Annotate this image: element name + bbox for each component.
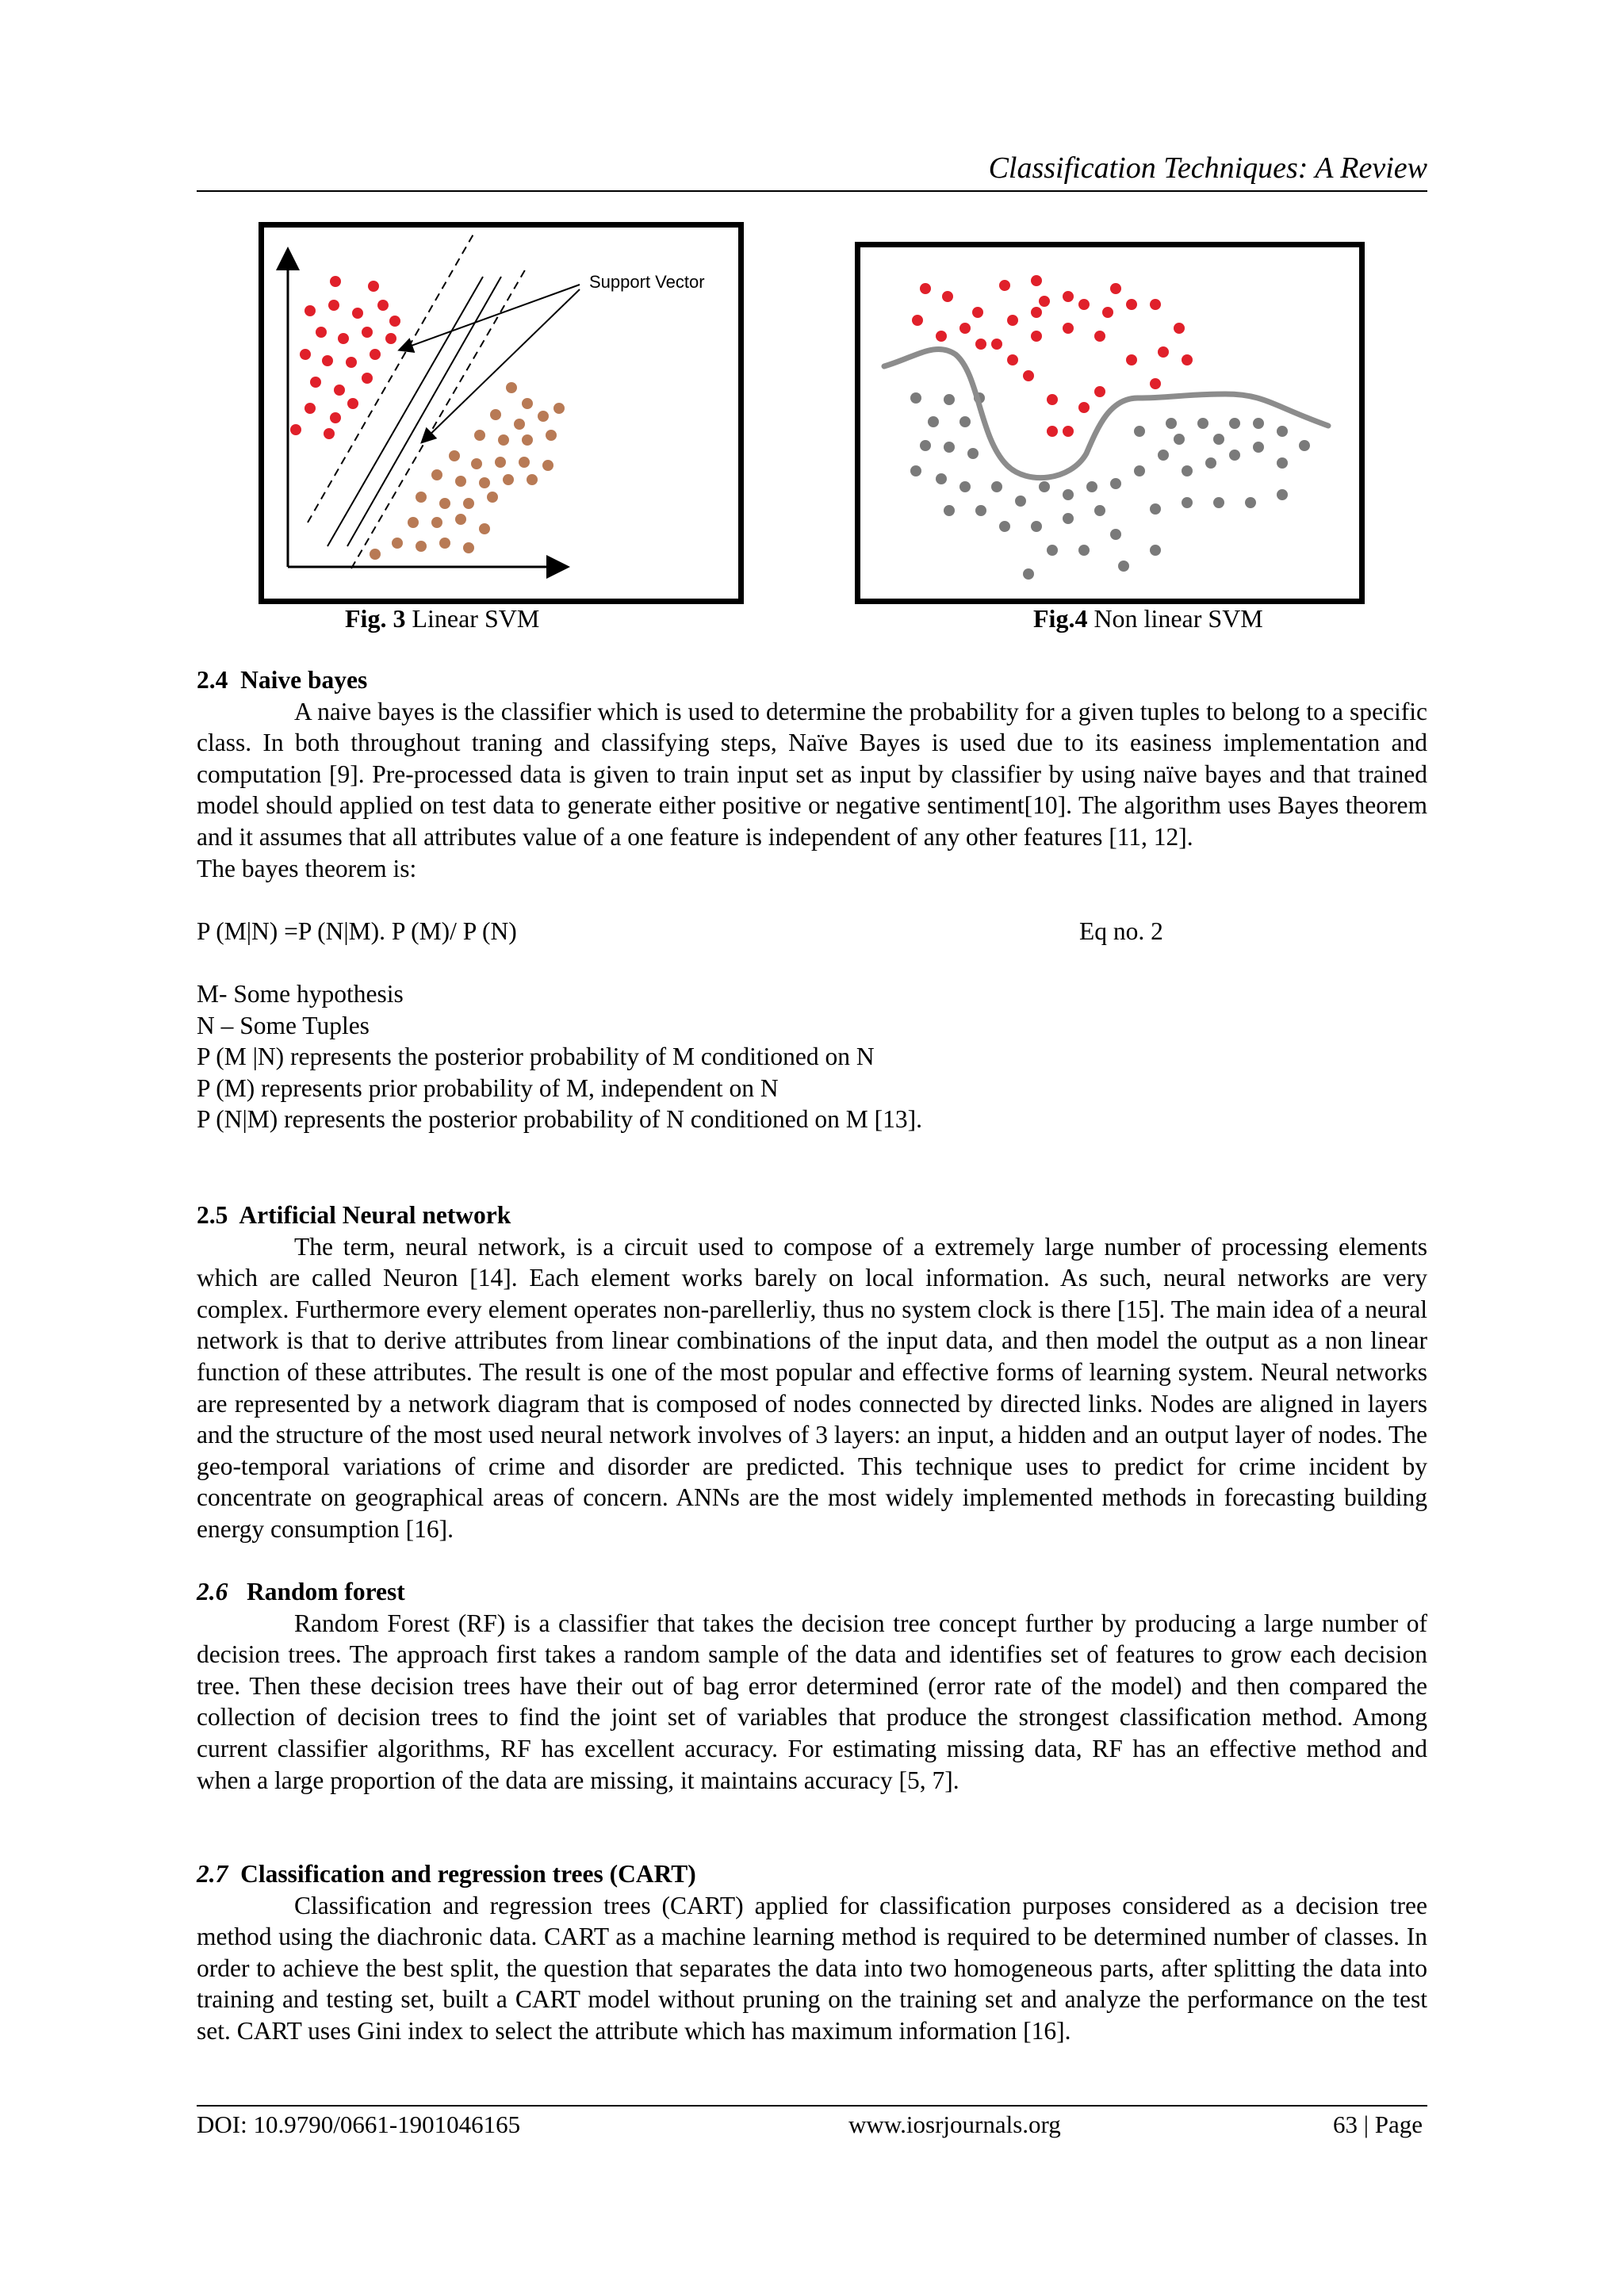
class-a-point (1150, 378, 1161, 389)
class-b-point (944, 394, 955, 405)
class-a-point (377, 300, 389, 311)
linear-svm-plot (264, 228, 738, 599)
class-b-point (514, 419, 525, 430)
figure-3-label: Fig. 3 (345, 604, 406, 633)
definition-item: M- Some hypothesis (197, 979, 404, 1008)
definition-item: P (M |N) represents the posterior probability of M conditioned on N (197, 1043, 875, 1071)
class-a-point (959, 323, 971, 334)
class-b-point (1166, 418, 1177, 429)
class-b-point (1047, 545, 1058, 556)
class-b-point (920, 440, 931, 451)
class-b-point (546, 430, 557, 441)
class-a-point (352, 308, 363, 319)
class-a-point (1007, 315, 1018, 326)
class-b-point (1015, 496, 1026, 507)
class-b-point (455, 514, 466, 525)
class-a-point (1102, 307, 1113, 318)
class-a-point (991, 339, 1002, 350)
class-b-point (487, 492, 498, 503)
class-a-point (304, 305, 316, 316)
running-title: Classification Techniques: A Review (988, 151, 1427, 185)
class-a-point (328, 300, 339, 311)
class-b-point (527, 474, 538, 485)
class-a-point (1063, 291, 1074, 302)
theorem-intro: The bayes theorem is: (197, 854, 417, 882)
equation: P (M|N) =P (N|M). P (M)/ P (N) (197, 916, 517, 945)
definition-item: P (M) represents prior probability of M, independent on N (197, 1073, 779, 1102)
decision-boundary (884, 349, 1328, 477)
class-a-points (290, 276, 400, 439)
section-heading: 2.7 Classification and regression trees (CART) (197, 1860, 696, 1888)
class-b-point (455, 476, 466, 487)
class-a-point (370, 349, 381, 360)
class-b-point (439, 498, 450, 509)
class-b-point (416, 541, 427, 552)
nonlinear-svm-plot (860, 247, 1359, 599)
equation-label: Eq no. 2 (1079, 916, 1163, 945)
class-b-point (1277, 489, 1288, 500)
class-b-point (1063, 489, 1074, 500)
class-a-point (1110, 283, 1121, 294)
class-a-point (334, 385, 345, 396)
class-b-point (522, 434, 533, 446)
class-a-point (975, 339, 986, 350)
class-a-point (1150, 299, 1161, 310)
class-a-point (999, 280, 1010, 291)
class-b-point (538, 411, 549, 422)
class-a-point (330, 412, 341, 423)
class-b-point (449, 450, 460, 461)
class-b-point (910, 465, 921, 476)
equation-row (197, 916, 1427, 947)
class-b-point (495, 457, 506, 468)
class-a-point (304, 403, 316, 414)
class-a-point (1007, 354, 1018, 365)
class-b-point (1277, 426, 1288, 437)
class-b-point (408, 517, 419, 528)
section-cart (197, 1858, 1427, 2047)
footer-rule (197, 2105, 1427, 2107)
hyperplane-line-2 (347, 277, 501, 546)
class-b-point (944, 442, 955, 453)
class-b-point (471, 458, 482, 469)
section-heading: 2.5 Artificial Neural network (197, 1201, 511, 1229)
class-b-point (959, 481, 971, 492)
footer-doi: DOI: 10.9790/0661-1901046165 (197, 2110, 521, 2138)
class-b-point (1134, 426, 1145, 437)
class-b-point (936, 473, 947, 484)
section-random-forest (197, 1576, 1427, 1796)
class-b-point (1110, 529, 1121, 540)
class-b-point (967, 448, 979, 459)
class-a-point (1063, 426, 1074, 437)
margin-line-upper (308, 232, 475, 522)
class-a-point (1047, 426, 1058, 437)
class-b-point (463, 542, 474, 553)
class-a-point (362, 373, 373, 384)
class-b-point (490, 409, 501, 420)
class-b-point (519, 457, 530, 468)
class-b-point (1118, 561, 1129, 572)
class-b-point (370, 549, 381, 560)
class-b-point (1086, 481, 1097, 492)
class-b-point (439, 538, 450, 549)
class-b-point (1277, 457, 1288, 469)
class-a-point (936, 331, 947, 342)
class-b-point (1134, 465, 1145, 476)
class-b-point (392, 538, 403, 549)
class-a-point (1174, 323, 1185, 334)
class-a-point (1031, 307, 1042, 318)
class-b-point (1229, 450, 1240, 461)
class-b-point (431, 517, 442, 528)
class-b-point (474, 430, 485, 441)
class-a-point (346, 357, 357, 368)
class-a-point (1126, 299, 1137, 310)
section-paragraph: A naive bayes is the classifier which is used to determine the probability for a given tuples to belong to a specific class. In both throughout traning and classifying steps, Naïve Bayes is used due to its easiness implementation and computation [9]. Pre-processed data is given to train input set as input by classifier by using naïve bayes and that trained model should applied on test data to generate either positive or negative sentiment[10]. The algorithm uses Bayes theorem and it assumes that all attributes value of a one feature is independent of any other features [11, 12]. (197, 697, 1427, 851)
class-b-point (1245, 497, 1256, 508)
class-b-point (928, 416, 939, 427)
class-b-point (944, 505, 955, 516)
class-b-point (506, 382, 517, 393)
class-a-point (362, 327, 373, 338)
figure-linear-svm (259, 222, 744, 604)
class-b-point (1039, 481, 1050, 492)
class-b-points (910, 392, 1310, 580)
class-a-point (324, 428, 335, 439)
footer-page-number: 63 | Page (1333, 2110, 1423, 2138)
definition-item: P (N|M) represents the posterior probability of N conditioned on M [13]. (197, 1105, 922, 1134)
class-a-point (972, 307, 983, 318)
class-b-point (1078, 545, 1090, 556)
class-a-point (316, 327, 327, 338)
class-b-point (1023, 568, 1034, 580)
figure-nonlinear-svm (855, 242, 1365, 604)
class-a-point (1158, 346, 1169, 358)
class-a-point (1047, 394, 1058, 405)
class-b-point (1094, 505, 1105, 516)
class-b-point (959, 416, 971, 427)
section-naive-bayes (197, 664, 1427, 1135)
class-b-point (1110, 478, 1121, 489)
class-b-point (991, 481, 1002, 492)
class-a-point (1094, 386, 1105, 397)
class-b-point (1229, 418, 1240, 429)
class-a-point (1094, 331, 1105, 342)
class-b-point (416, 492, 427, 503)
class-b-point (1213, 497, 1224, 508)
class-a-point (338, 333, 349, 344)
class-b-point (431, 469, 442, 480)
hyperplane-line (327, 277, 483, 546)
class-a-point (1078, 299, 1090, 310)
class-b-point (1150, 545, 1161, 556)
class-a-point (1039, 296, 1050, 307)
class-b-point (553, 403, 565, 414)
class-a-point (912, 315, 923, 326)
section-heading: 2.4 Naive bayes (197, 666, 368, 694)
figure-4-title: Non linear SVM (1094, 604, 1263, 633)
class-b-point (1063, 513, 1074, 524)
class-a-point (920, 283, 931, 294)
class-b-point (503, 474, 514, 485)
section-ann (197, 1200, 1427, 1545)
class-b-point (1253, 418, 1264, 429)
class-a-point (330, 276, 341, 287)
support-vector-label: Support Vector (589, 272, 705, 292)
class-a-point (942, 291, 953, 302)
class-a-point (1023, 370, 1034, 381)
class-b-point (1182, 465, 1193, 476)
class-b-point (1158, 450, 1169, 461)
class-b-point (999, 521, 1010, 532)
support-vector-arrow-1 (400, 285, 580, 350)
class-b-point (1197, 418, 1208, 429)
class-a-point (300, 349, 311, 360)
class-a-point (1031, 331, 1042, 342)
section-heading: 2.6 Random forest (197, 1578, 405, 1605)
class-b-point (1205, 457, 1216, 469)
class-b-point (1182, 497, 1193, 508)
figure-4-caption (1033, 604, 1263, 633)
class-a-point (1063, 323, 1074, 334)
class-a-point (290, 424, 301, 435)
footer-website[interactable]: www.iosrjournals.org (848, 2110, 1061, 2138)
class-b-point (1031, 521, 1042, 532)
figure-4-label: Fig.4 (1033, 604, 1088, 633)
class-a-point (1126, 354, 1137, 365)
class-b-point (1253, 442, 1264, 453)
class-b-point (498, 434, 509, 446)
header-rule (197, 190, 1427, 192)
class-b-point (1213, 434, 1224, 445)
class-b-point (910, 392, 921, 404)
class-a-point (1031, 275, 1042, 286)
definition-item: N – Some Tuples (197, 1011, 370, 1039)
class-b-point (975, 505, 986, 516)
section-paragraph: The term, neural network, is a circuit used to compose of a extremely large number of processing elements which are called Neuron [14]. Each element works barely on local information. As such, neural networks are very complex. Furthermore every element operates non-parellerliy, thus no system clock is there [15]. The main idea of a neural network is that to derive attributes from linear combinations of the input data, and then model the output as a non linear function of these attributes. The result is one of the most popular and effective forms of learning system. Neural networks are represented by a network diagram that is composed of nodes connected by directed links. Nodes are aligned in layers and the structure of the most used neural network involves of 3 layers: an input, a hidden and an output layer of nodes. The geo-temporal variations of crime and disorder are predicted. This technique uses to predict for crime incident by concentrate on geographical areas of concern. ANNs are the most widely implemented methods in forecasting building energy consumption [16]. (197, 1232, 1427, 1543)
class-b-point (1299, 440, 1310, 451)
class-a-point (368, 281, 379, 292)
class-b-point (542, 460, 553, 471)
class-a-point (310, 377, 321, 388)
class-b-point (1174, 434, 1185, 445)
class-a-point (389, 316, 400, 327)
class-b-point (463, 498, 474, 509)
class-b-point (522, 398, 533, 409)
class-b-point (479, 477, 490, 488)
figure-3-caption (345, 604, 539, 633)
class-b-point (479, 523, 490, 534)
class-a-point (322, 355, 333, 366)
section-paragraph: Classification and regression trees (CART) applied for classification purposes considered as a decision tree method using the diachronic data. CART as a machine learning method is required to be determined number of classes. In order to achieve the best split, the question that separates the data into two homogeneous parts, after splitting the data into training and testing set, built a CART model without pruning on the training set and analyze the performance on the test set. CART uses Gini index to select the attribute which has maximum information [16]. (197, 1891, 1427, 2045)
class-a-point (347, 398, 358, 409)
page (197, 0, 1427, 2296)
class-a-point (1078, 402, 1090, 413)
section-paragraph: Random Forest (RF) is a classifier that takes the decision tree concept further by producing a large number of decision trees. The approach first takes a random sample of the data and identifies set of features to grow each decision tree. Then these decision trees have their out of bag error determined (error rate of the model) and then compared the collection of decision trees to find the joint set of variables that produce the strongest classification method. Among current classifier algorithms, RF has excellent accuracy. For estimating missing data, RF has an effective method and when a large proportion of the data are missing, it maintains accuracy [5, 7]. (197, 1609, 1427, 1794)
figure-3-title: Linear SVM (412, 604, 540, 633)
class-b-point (1150, 503, 1161, 515)
class-a-point (385, 333, 396, 344)
class-b-points (370, 382, 565, 560)
class-a-point (1182, 354, 1193, 365)
